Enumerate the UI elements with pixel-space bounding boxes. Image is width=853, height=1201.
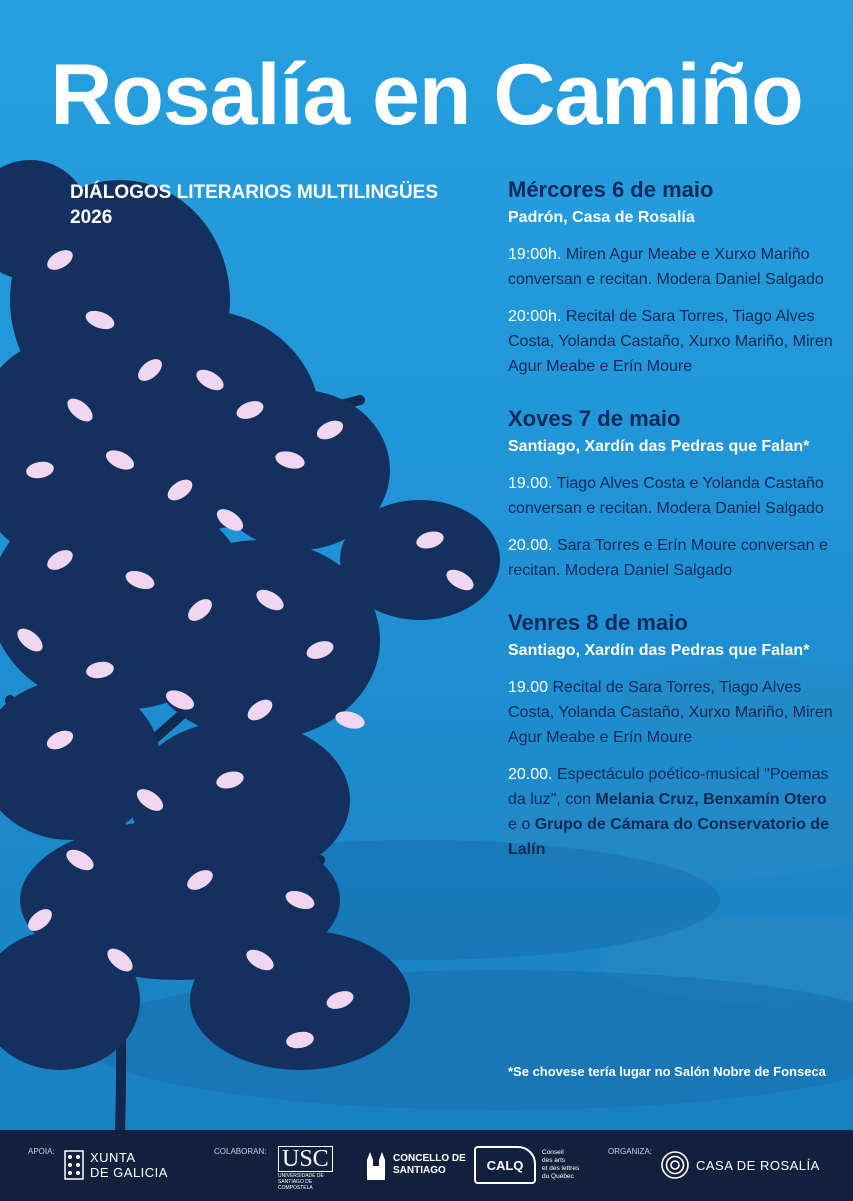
calq-sub-1: Conseil xyxy=(542,1149,564,1156)
event-item xyxy=(508,762,838,862)
calq-badge: CALQ xyxy=(474,1146,536,1184)
event-time: 20:00h. xyxy=(508,308,562,325)
day-date: Mércores 6 de maio xyxy=(508,177,714,202)
event-time: 19.00 xyxy=(508,679,549,696)
spiral-icon xyxy=(660,1150,690,1180)
event-text: Sara Torres e Erín Moure conversan e recitan. Modera Daniel Salgado xyxy=(508,537,828,579)
day-venue: Santiago, Xardín das Pedras que Falan* xyxy=(508,438,810,455)
concello-line2: SANTIAGO xyxy=(393,1165,446,1176)
xunta-line1: XUNTA xyxy=(90,1150,136,1165)
calq-sub-3: et des lettres xyxy=(542,1165,580,1172)
event-text: Espectáculo poético-musical xyxy=(556,766,760,783)
usc-subtitle: UNIVERSIDADE DE SANTIAGO DE COMPOSTELA xyxy=(278,1173,324,1191)
day-block xyxy=(508,405,838,583)
performers: Melania Cruz, Benxamín Otero xyxy=(595,791,827,808)
program xyxy=(508,176,838,888)
event-item xyxy=(508,533,838,583)
concello-line1: CONCELLO DE xyxy=(393,1153,466,1164)
day-date: Xoves 7 de maio xyxy=(508,406,681,431)
organiza-label: ORGANIZA: xyxy=(608,1147,653,1156)
cathedral-icon xyxy=(365,1150,387,1180)
apoia-label: APOIA: xyxy=(28,1147,55,1156)
calq-sub-2: des arts xyxy=(542,1157,566,1164)
event-time: 20.00. xyxy=(508,537,553,554)
calq-sub-4: du Québec xyxy=(542,1173,574,1180)
ensemble: Grupo de Cámara do Conservatorio de Lalín xyxy=(508,816,829,858)
xunta-line2: DE GALICIA xyxy=(90,1165,168,1180)
subtitle-year: 2026 xyxy=(70,207,113,228)
concello-logo xyxy=(365,1150,466,1180)
event-text: Recital de Sara Torres, Tiago Alves Costa, Yolanda Castaño, Xurxo Mariño, Miren Agur Meabe e Erín Moure xyxy=(508,679,833,746)
subtitle-line: DIÁLOGOS LITERARIOS MULTILINGÜES xyxy=(70,182,439,203)
event-item xyxy=(508,304,838,379)
colaboran-label: COLABORAN: xyxy=(214,1147,267,1156)
event-time: 19.00. xyxy=(508,475,553,492)
usc-logo xyxy=(278,1146,334,1191)
casa-wordmark: CASA DE ROSALÍA xyxy=(696,1157,820,1173)
event-item xyxy=(508,471,838,521)
day-block xyxy=(508,176,838,379)
xunta-emblem-icon xyxy=(64,1150,84,1180)
event-time: 20.00. xyxy=(508,766,553,783)
event-text: Recital de Sara Torres, Tiago Alves Costa, Yolanda Castaño, Xurxo Mariño, Miren Agur Meabe e Erín Moure xyxy=(508,308,833,375)
event-text: Tiago Alves Costa e Yolanda Castaño conversan e recitan. Modera Daniel Salgado xyxy=(508,475,824,517)
poster-title: Rosalía en Camiño xyxy=(50,47,803,143)
event-item xyxy=(508,675,838,750)
xunta-logo xyxy=(64,1150,168,1180)
casa-de-rosalia-logo xyxy=(660,1150,820,1180)
conjunction: e o xyxy=(508,816,535,833)
day-venue: Santiago, Xardín das Pedras que Falan* xyxy=(508,642,810,659)
event-time: 19:00h. xyxy=(508,246,562,263)
rain-footnote: *Se chovese tería lugar no Salón Nobre de Fonseca xyxy=(508,1064,826,1079)
event-text: Miren Agur Meabe e Xurxo Mariño conversan e recitan. Modera Daniel Salgado xyxy=(508,246,824,288)
calq-logo xyxy=(474,1146,579,1184)
subtitle xyxy=(70,180,438,230)
day-block xyxy=(508,609,838,862)
day-venue: Padrón, Casa de Rosalía xyxy=(508,209,695,226)
usc-wordmark: USC xyxy=(278,1146,333,1172)
sponsor-footer xyxy=(0,1130,853,1201)
day-date: Venres 8 de maio xyxy=(508,610,688,635)
event-item xyxy=(508,242,838,292)
event-text-cont: "Poemas da luz", con xyxy=(508,766,829,808)
